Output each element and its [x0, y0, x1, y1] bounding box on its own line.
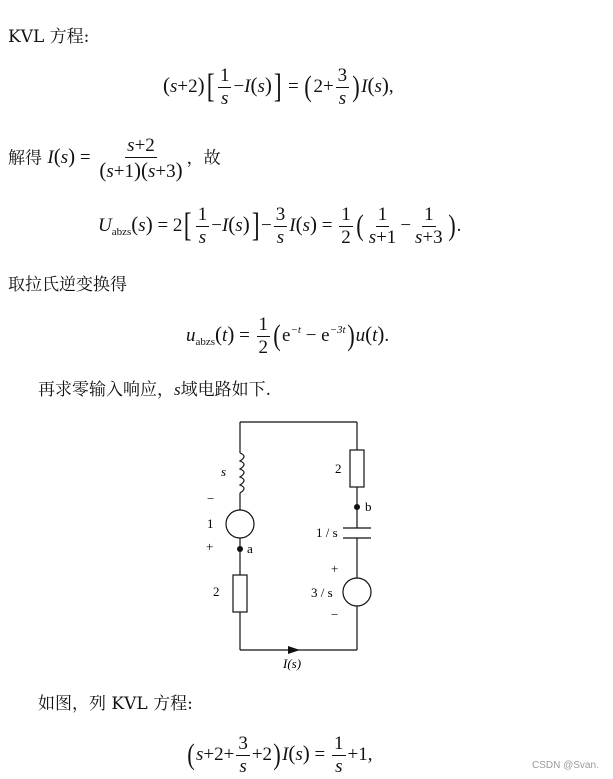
source2-plus-label: +: [331, 561, 339, 576]
zero-input-text: 再求零输入响应，s域电路如下.: [38, 380, 272, 400]
node-a-dot: [237, 546, 243, 552]
resistor-left-icon: [233, 575, 247, 612]
voltage-source-left-icon: [226, 510, 254, 538]
solve-prefix: 解得: [8, 148, 42, 169]
equation-kvl-1: (s+2)[ $\frac{1}{s}$ −I(s)] = (2+ $\frac{3}{s}$ )I(s),: [163, 65, 394, 109]
watermark: CSDN @Svan.: [532, 760, 599, 771]
voltage-source-right-icon: [343, 578, 371, 606]
node-b-dot: [354, 504, 360, 510]
node-b-label: b: [365, 499, 372, 514]
equation-uabzs-s: $U_{abzs}(s) = 2$[ $\frac{1}{s}$ −I(s)]− $\frac{3}{s}$ I(s) = $\frac{1}{2}$ ( $\frac{1}{s+1}$ − $\frac{1}{s+3}$ ).: [98, 204, 462, 248]
current-arrow-icon: [288, 646, 300, 654]
s-domain-circuit: [180, 410, 420, 680]
equation-uabzs-t: $u_{abzs}(t)$ = $\frac{1}{2}$ $(e^{-t} - e^{-3t})u(t)$.: [186, 314, 390, 358]
resistor-left-label: 2: [213, 584, 220, 599]
inductor-icon: [240, 453, 244, 493]
capacitor-label: 1 / s: [316, 525, 338, 540]
kvl-heading: KVL 方程:: [8, 27, 90, 47]
source1-value-label: 1: [207, 516, 214, 531]
current-label: I(s): [283, 656, 302, 671]
source2-value-label: 3 / s: [311, 585, 333, 600]
as-shown-text: 如图，列 KVL 方程:: [38, 694, 193, 714]
resistor-right-label: 2: [335, 461, 342, 476]
source2-minus-label: −: [331, 607, 339, 622]
inductor-label: s: [221, 464, 227, 479]
solve-line: 解得 I(s) = $\frac{s+2}{(s+1)(s+3)}$ ，故: [8, 135, 221, 182]
node-a-label: a: [247, 541, 253, 556]
equation-kvl-2: (s+2+ $\frac{3}{s}$ +2)I(s) = $\frac{1}{s}$ +1,: [187, 733, 373, 777]
resistor-right-icon: [350, 450, 364, 487]
source1-plus-label: +: [206, 539, 214, 554]
source1-minus-label: −: [207, 491, 215, 506]
inverse-laplace-text: 取拉氏逆变换得: [8, 275, 127, 295]
solve-suffix: ，故: [186, 148, 221, 169]
